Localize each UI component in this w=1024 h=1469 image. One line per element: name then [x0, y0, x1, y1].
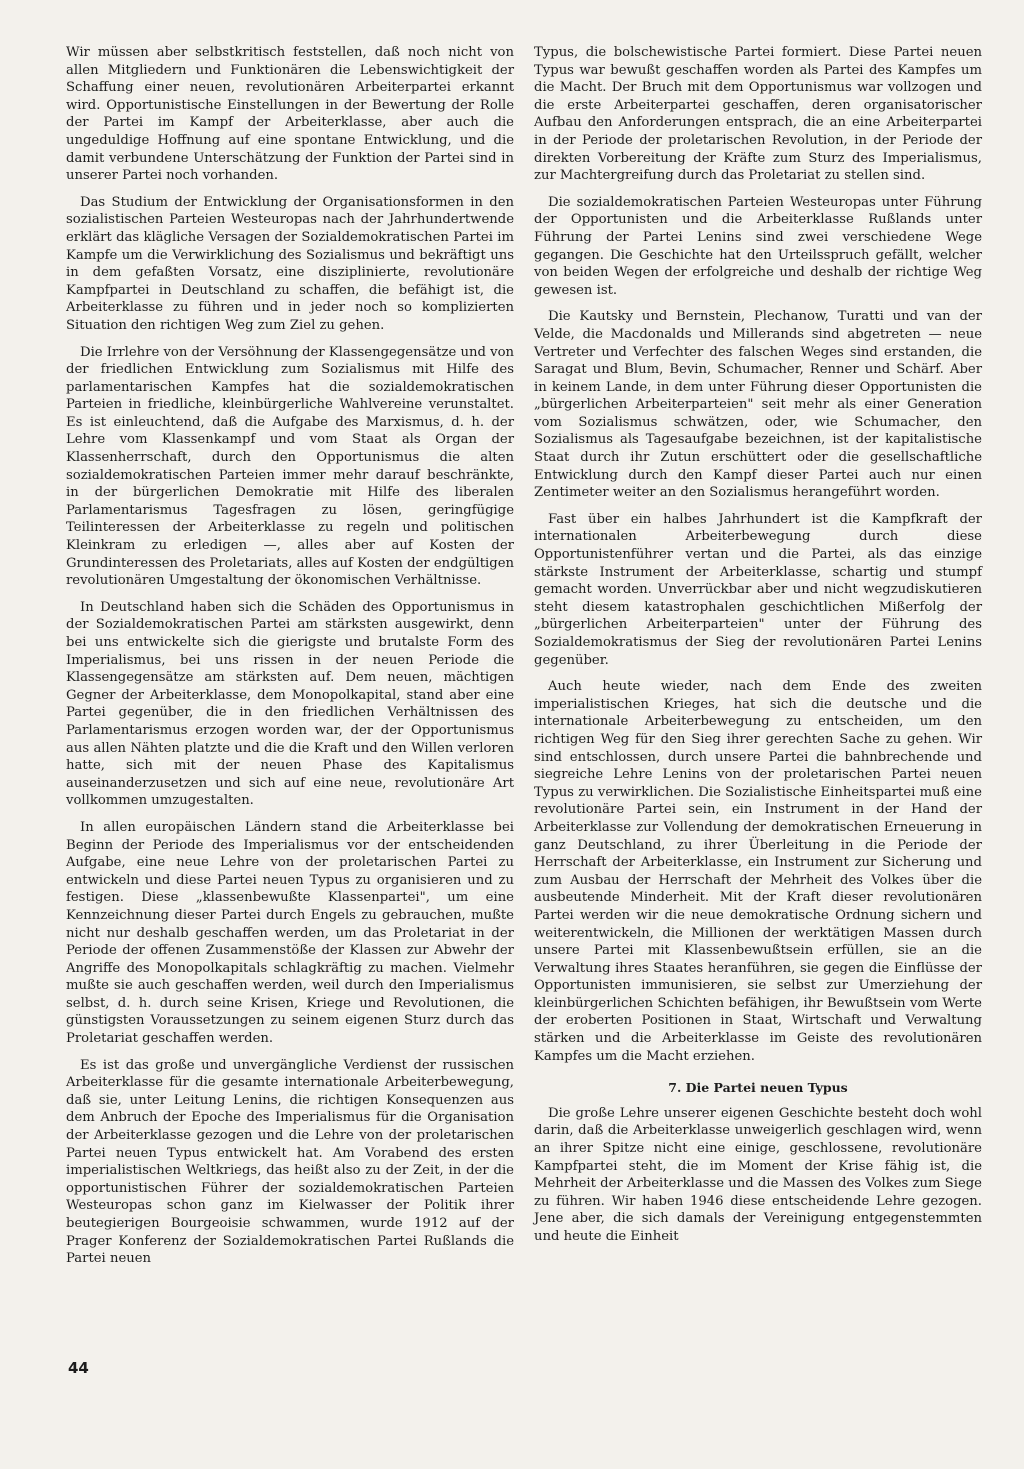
paragraph-8: Die sozialdemokratischen Parteien Westeuropas unter Führung der Opportunisten und die Arbeiterklasse Rußlands unter Führung der Partei Lenins sind zwei verschiedene Wege gegangen. Die Geschichte hat den Urteilsspruch gefällt, welcher von beiden Wegen der erfolgreiche und deshalb der richtige Weg gewesen ist.: [534, 194, 982, 298]
paragraph-10: Fast über ein halbes Jahrhundert ist die Kampfkraft der internationalen Arbeiterbewegung durch diese Opportunistenführer vertan und die Partei, als das einzige stärkste Instrument der Arbeiterklasse, schartig und stumpf gemacht worden. Unverrückbar aber und nicht wegzudiskutieren steht diesem katastrophalen geschichtlichen Mißerfolg der „bürgerlichen Arbeiterparteien" unter der Führung des Sozialdemokratismus der Sieg der revolutionären Partei Lenins gegenüber.: [534, 511, 982, 668]
paragraph-3: Die Irrlehre von der Versöhnung der Klassengegensätze und von der friedlichen Entwicklung zum Sozialismus mit Hilfe des parlamentarischen Kampfes hat die sozialdemokratischen Parteien in friedliche, kleinbürgerliche Wahlvereine verunstaltet. Es ist einleuchtend, daß die Aufgabe des Marxismus, d. h. der Lehre vom Klassenkampf und vom Staat als Organ der Klassenherrschaft, durch den Opportunismus die alten sozialdemokratischen Parteien immer mehr darauf beschränkte, in der bürgerlichen Demokratie mit Hilfe des liberalen Parlamentarismus Tagesfragen zu lösen, geringfügige Teilinteressen der Arbeiterklasse zu regeln und politischen Kleinkram zu erledigen —, alles aber auf Kosten der Grundinteressen des Proletariats, alles auf Kosten der endgültigen revolutionären Umgestaltung der ökonomischen Verhältnisse.: [66, 344, 514, 589]
paragraph-4: In Deutschland haben sich die Schäden des Opportunismus in der Sozialdemokratischen Partei am stärksten ausgewirkt, denn bei uns entwickelte sich die gierigste und brutalste Form des Imperialismus, bei uns rissen in der neuen Periode die Klassengegensätze am stärksten auf. Dem neuen, mächtigen Gegner der Arbeiterklasse, dem Monopolkapital, stand aber eine Partei gegenüber, die in den friedlichen Verhältnissen des Parlamentarismus erzogen worden war, der der Opportunismus aus allen Nähten platzte und die die Kraft und den Willen verloren hatte, sich mit der neuen Phase des Kapitalismus auseinanderzusetzen und sich auf eine neue, revolutionäre Art vollkommen umzugestalten.: [66, 599, 514, 809]
paragraph-9: Die Kautsky und Bernstein, Plechanow, Turatti und van der Velde, die Macdonalds und Millerands sind abgetreten — neue Vertreter und Verfechter des falschen Weges sind erstanden, die Saragat und Blum, Bevin, Schumacher, Renner und Schärf. Aber in keinem Lande, in dem unter Führung dieser Opportunisten die „bürgerlichen Arbeiterparteien" seit mehr als einer Generation vom Sozialismus schwätzen, oder, wie Schumacher, den Sozialismus als Tagesaufgabe bezeichnen, ist der kapitalistische Staat durch ihr Zutun erschüttert oder die gesellschaftliche Entwicklung durch den Kampf dieser Partei auch nur einen Zentimeter weiter an den Sozialismus herangeführt worden.: [534, 309, 982, 501]
paragraph-11: Auch heute wieder, nach dem Ende des zweiten imperialistischen Krieges, hat sich die deutsche und die internationale Arbeiterbewegung zu entscheiden, um den richtigen Weg für den Sieg ihrer gerechten Sache zu gehen. Wir sind entschlossen, durch unsere Partei die bahnbrechende und siegreiche Lehre Lenins von der proletarischen Partei neuen Typus zu verwirklichen. Die Sozialistische Einheitspartei muß eine revolutionäre Partei sein, ein Instrument in der Hand der Arbeiterklasse zur Vollendung der demokratischen Erneuerung in ganz Deutschland, zu ihrer Überleitung in die Periode der Herrschaft der Arbeiterklasse, ein Instrument zur Sicherung und zum Ausbau der Herrschaft der Mehrheit des Volkes über die ausbeutende Minderheit. Mit der Kraft dieser revolutionären Partei werden wir die neue demokratische Ordnung sichern und weiterentwickeln, die Millionen der werktätigen Massen durch unsere Partei mit Klassenbewußtsein erfüllen, sie an die Verwaltung ihres Staates heranführen, sie gegen die Einflüsse der Opportunisten immunisieren, sie selbst zur Umerziehung der kleinbürgerlichen Schichten befähigen, ihr Bewußtsein vom Werte der eroberten Positionen in Staat, Wirtschaft und Verwaltung stärken und die Arbeiterklasse im Geiste des revolutionären Kampfes um die Macht erziehen.: [534, 679, 982, 1064]
paragraph-1: Wir müssen aber selbstkritisch feststellen, daß noch nicht von allen Mitgliedern und Funktionären die Lebenswichtigkeit der Schaffung einer neuen, revolutionären Arbeiterpartei erkannt wird. Opportunistische Einstellungen in der Bewertung der Rolle der Partei im Kampf der Arbeiterklasse, aber auch die ungeduldige Hoffnung auf eine spontane Entwicklung, und die damit verbundene Unterschätzung der Funktion der Partei sind in unserer Partei noch vorhanden.: [66, 45, 514, 184]
paragraph-7: Typus, die bolschewistische Partei formiert. Diese Partei neuen Typus war bewußt geschaffen worden als Partei des Kampfes um die Macht. Der Bruch mit dem Opportunismus war vollzogen und die erste Arbeiterpartei geschaffen, deren organisatorischer Aufbau den Anforderungen entsprach, die an eine Arbeiterpartei in der Periode der proletarischen Revolution, in der Periode der direkten Vorbereitung der Kräfte zum Sturz des Imperialismus, zur Machtergreifung durch das Proletariat zu stellen sind.: [534, 45, 982, 184]
right-column: [534, 44, 982, 1255]
section-heading: 7. Die Partei neuen Typus: [668, 1080, 848, 1096]
paragraph-12: Die große Lehre unserer eigenen Geschichte besteht doch wohl darin, daß die Arbeiterklasse unweigerlich geschlagen wird, wenn an ihrer Spitze nicht eine einige, geschlossene, revolutionäre Kampfpartei steht, die im Moment der Krise fähig ist, die Mehrheit der Arbeiterklasse und die Massen des Volkes zum Siege zu führen. Wir haben 1946 diese entscheidende Lehre gezogen. Jene aber, die sich damals der Vereinigung entgegenstemmten und heute die Einheit: [534, 1105, 982, 1244]
paragraph-5: In allen europäischen Ländern stand die Arbeiterklasse bei Beginn der Periode des Imperialismus vor der entscheidenden Aufgabe, eine neue Lehre von der proletarischen Partei zu entwickeln und diese Partei neuen Typus zu organisieren und zu festigen. Diese „klassenbewußte Klassenpartei", um eine Kennzeichnung dieser Partei durch Engels zu gebrauchen, mußte nicht nur deshalb geschaffen werden, um das Proletariat in der Periode der offenen Zusammenstöße der Klassen zur Abwehr der Angriffe des Monopolkapitals schlagkräftig zu machen. Vielmehr mußte sie auch geschaffen werden, weil durch den Imperialismus selbst, d. h. durch seine Krisen, Kriege und Revolutionen, die günstigsten Voraussetzungen zu seinem eigenen Sturz durch das Proletariat geschaffen werden.: [66, 819, 514, 1047]
paragraph-2: Das Studium der Entwicklung der Organisationsformen in den sozialistischen Parteien Westeuropas nach der Jahrhundertwende erklärt das klägliche Versagen der Sozialdemokratischen Partei im Kampfe um die Verwirklichung des Sozialismus und bekräftigt uns in dem gefaßten Vorsatz, eine disziplinierte, revolutionäre Kampfpartei in Deutschland zu schaffen, die befähigt ist, die Arbeiterklasse zu führen und in jeder noch so komplizierten Situation den richtigen Weg zum Ziel zu gehen.: [66, 194, 514, 333]
page-number: 44: [68, 1359, 89, 1377]
left-column: [66, 44, 514, 1277]
paragraph-6: Es ist das große und unvergängliche Verdienst der russischen Arbeiterklasse für die gesamte internationale Arbeiterbewegung, daß sie, unter Leitung Lenins, die richtigen Konsequenzen aus dem Anbruch der Epoche des Imperialismus für die Organisation der Arbeiterklasse gezogen und die Lehre von der proletarischen Partei neuen Typus entwickelt hat. Am Vorabend des ersten imperialistischen Weltkriegs, das heißt also zu der Zeit, in der die opportunistischen Führer der sozialdemokratischen Parteien Westeuropas schon ganz im Kielwasser der Politik ihrer beutegierigen Bourgeoisie schwammen, wurde 1912 auf der Prager Konferenz der Sozialdemokratischen Partei Rußlands die Partei neuen: [66, 1057, 514, 1267]
